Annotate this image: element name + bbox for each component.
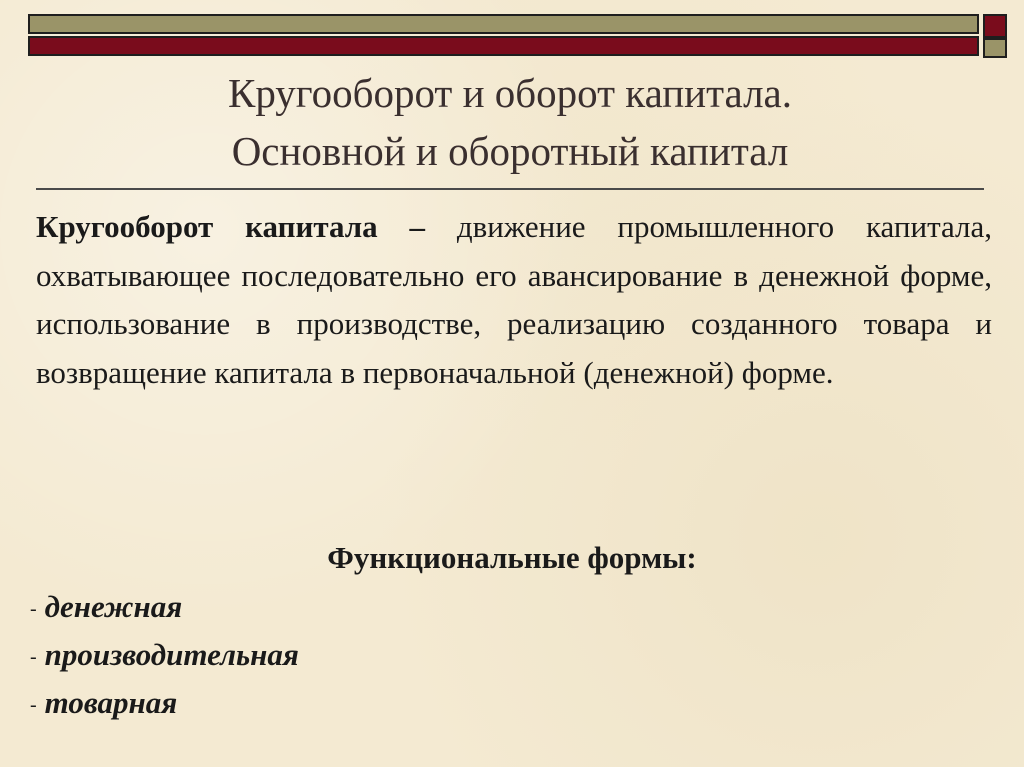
title-divider xyxy=(36,188,984,190)
corner-square-olive xyxy=(983,38,1007,58)
definition-term: Кругооборот капитала – xyxy=(36,209,425,244)
list-item xyxy=(30,584,299,632)
maroon-stripe xyxy=(28,36,979,56)
bullet-dash: - xyxy=(30,646,37,668)
header-decor-bar xyxy=(28,14,979,56)
form-label: товарная xyxy=(44,685,178,720)
corner-square-maroon xyxy=(983,14,1007,38)
forms-heading: Функциональные формы: xyxy=(327,540,697,575)
olive-stripe xyxy=(28,14,979,34)
list-item xyxy=(30,632,299,680)
title-line-2: Основной и оборотный капитал xyxy=(231,128,789,174)
definition-text: движение промышленного капитала, охватывающее последовательно его авансирование в денежной форме, использование в производстве, реализацию созданного товара и возвращение капитала в первоначальной (денежной) форме. xyxy=(36,209,993,390)
list-item xyxy=(30,680,299,728)
slide-title xyxy=(100,64,920,180)
form-label: денежная xyxy=(44,589,183,624)
bullet-dash: - xyxy=(30,598,37,620)
title-line-1: Кругооборот и оборот капитала. xyxy=(228,70,792,116)
form-label: производительная xyxy=(44,637,299,672)
bullet-dash: - xyxy=(30,694,37,716)
definition-paragraph xyxy=(36,203,992,397)
forms-list xyxy=(30,584,299,728)
